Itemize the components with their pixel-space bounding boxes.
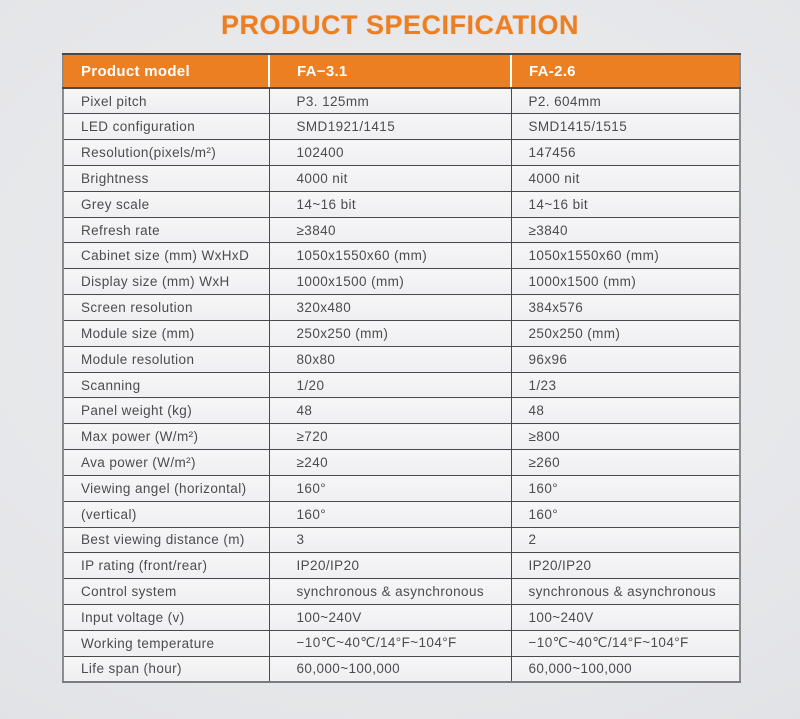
table-row	[63, 295, 740, 321]
row-label: Ava power (W/m²)	[63, 450, 269, 476]
row-label: Resolution(pixels/m²)	[63, 140, 269, 166]
cell-fa-3-1: 250x250 (mm)	[269, 320, 511, 346]
cell-fa-3-1: synchronous & asynchronous	[269, 579, 511, 605]
row-label: (vertical)	[63, 501, 269, 527]
table-row	[63, 320, 740, 346]
table-row	[63, 656, 740, 682]
table-row	[63, 165, 740, 191]
table-row	[63, 553, 740, 579]
row-label: Scanning	[63, 372, 269, 398]
cell-fa-3-1: 4000 nit	[269, 165, 511, 191]
row-label: Brightness	[63, 165, 269, 191]
cell-fa-3-1: −10℃~40℃/14°F~104°F	[269, 630, 511, 656]
cell-fa-2-6: synchronous & asynchronous	[511, 579, 740, 605]
row-label: Control system	[63, 579, 269, 605]
table-row	[63, 630, 740, 656]
row-label: Working temperature	[63, 630, 269, 656]
cell-fa-2-6: IP20/IP20	[511, 553, 740, 579]
cell-fa-2-6: 147456	[511, 140, 740, 166]
cell-fa-2-6: 48	[511, 398, 740, 424]
row-label: IP rating (front/rear)	[63, 553, 269, 579]
cell-fa-3-1: 48	[269, 398, 511, 424]
cell-fa-3-1: 160°	[269, 475, 511, 501]
cell-fa-3-1: 100~240V	[269, 605, 511, 631]
row-label: Refresh rate	[63, 217, 269, 243]
table-row	[63, 217, 740, 243]
cell-fa-2-6: 160°	[511, 475, 740, 501]
cell-fa-2-6: 96x96	[511, 346, 740, 372]
cell-fa-3-1: 1/20	[269, 372, 511, 398]
cell-fa-2-6: 14~16 bit	[511, 191, 740, 217]
table-row	[63, 346, 740, 372]
row-label: Panel weight (kg)	[63, 398, 269, 424]
table-row	[63, 269, 740, 295]
cell-fa-3-1: ≥720	[269, 424, 511, 450]
cell-fa-2-6: 1/23	[511, 372, 740, 398]
cell-fa-3-1: ≥3840	[269, 217, 511, 243]
table-row	[63, 424, 740, 450]
table-row	[63, 450, 740, 476]
row-label: Pixel pitch	[63, 88, 269, 114]
cell-fa-3-1: 160°	[269, 501, 511, 527]
cell-fa-3-1: 320x480	[269, 295, 511, 321]
cell-fa-2-6: −10℃~40℃/14°F~104°F	[511, 630, 740, 656]
row-label: Cabinet size (mm) WxHxD	[63, 243, 269, 269]
cell-fa-2-6: 60,000~100,000	[511, 656, 740, 682]
cell-fa-2-6: 2	[511, 527, 740, 553]
cell-fa-2-6: 100~240V	[511, 605, 740, 631]
table-header-row	[63, 54, 740, 88]
table-row	[63, 398, 740, 424]
row-label: Life span (hour)	[63, 656, 269, 682]
cell-fa-3-1: 14~16 bit	[269, 191, 511, 217]
cell-fa-2-6: ≥800	[511, 424, 740, 450]
spec-table-body	[63, 88, 740, 682]
row-label: Viewing angel (horizontal)	[63, 475, 269, 501]
row-label: Grey scale	[63, 191, 269, 217]
table-row	[63, 88, 740, 114]
row-label: LED configuration	[63, 114, 269, 140]
table-row	[63, 372, 740, 398]
cell-fa-2-6: 1050x1550x60 (mm)	[511, 243, 740, 269]
cell-fa-3-1: 1000x1500 (mm)	[269, 269, 511, 295]
cell-fa-3-1: 102400	[269, 140, 511, 166]
cell-fa-2-6: ≥260	[511, 450, 740, 476]
table-row	[63, 579, 740, 605]
cell-fa-2-6: 250x250 (mm)	[511, 320, 740, 346]
cell-fa-2-6: 4000 nit	[511, 165, 740, 191]
row-label: Input voltage (v)	[63, 605, 269, 631]
header-fa-3-1: FA−3.1	[269, 54, 511, 88]
table-row	[63, 527, 740, 553]
row-label: Module resolution	[63, 346, 269, 372]
table-row	[63, 191, 740, 217]
table-row	[63, 605, 740, 631]
cell-fa-3-1: IP20/IP20	[269, 553, 511, 579]
row-label: Best viewing distance (m)	[63, 527, 269, 553]
cell-fa-2-6: 160°	[511, 501, 740, 527]
cell-fa-3-1: 1050x1550x60 (mm)	[269, 243, 511, 269]
row-label: Max power (W/m²)	[63, 424, 269, 450]
row-label: Screen resolution	[63, 295, 269, 321]
cell-fa-3-1: ≥240	[269, 450, 511, 476]
cell-fa-3-1: SMD1921/1415	[269, 114, 511, 140]
cell-fa-2-6: SMD1415/1515	[511, 114, 740, 140]
cell-fa-2-6: P2. 604mm	[511, 88, 740, 114]
product-specification-table	[62, 53, 741, 683]
cell-fa-2-6: ≥3840	[511, 217, 740, 243]
page-title: PRODUCT SPECIFICATION	[220, 10, 579, 40]
table-row	[63, 114, 740, 140]
cell-fa-3-1: 80x80	[269, 346, 511, 372]
row-label: Display size (mm) WxH	[63, 269, 269, 295]
cell-fa-3-1: 3	[269, 527, 511, 553]
row-label: Module size (mm)	[63, 320, 269, 346]
cell-fa-3-1: 60,000~100,000	[269, 656, 511, 682]
header-fa-2-6: FA-2.6	[511, 54, 740, 88]
table-row	[63, 243, 740, 269]
table-row	[63, 475, 740, 501]
cell-fa-3-1: P3. 125mm	[269, 88, 511, 114]
cell-fa-2-6: 384x576	[511, 295, 740, 321]
table-row	[63, 501, 740, 527]
cell-fa-2-6: 1000x1500 (mm)	[511, 269, 740, 295]
table-row	[63, 140, 740, 166]
header-product-model: Product model	[63, 54, 269, 88]
